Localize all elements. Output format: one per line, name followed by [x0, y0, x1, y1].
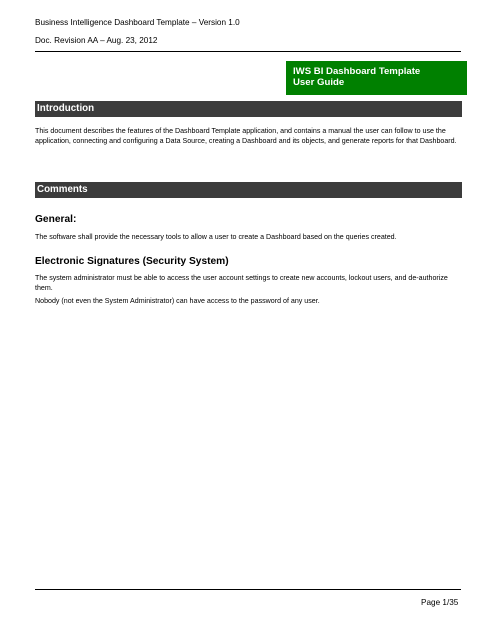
section-heading-introduction: Introduction [37, 103, 95, 114]
general-paragraph: The software shall provide the necessary tools to allow a user to create a Dashboard based on the queries created. [35, 233, 397, 241]
document-title: IWS BI Dashboard Template [293, 66, 421, 77]
document-header-title: Business Intelligence Dashboard Template – Version 1.0 [35, 18, 240, 27]
section-heading-comments: Comments [37, 184, 88, 195]
signatures-paragraph-2: Nobody (not even the System Administrator) can have access to the password of any user. [35, 297, 320, 305]
introduction-paragraph: This document describes the features of the Dashboard Template application, and contains a manual the user can follow to use the application, connecting and configuring a Data Source, creating a Dashboard and its objects, and generate reports for that Dashboard. [35, 127, 457, 146]
document-title-box [286, 61, 467, 95]
subheading-electronic-signatures: Electronic Signatures (Security System) [35, 256, 229, 267]
subheading-general: General: [35, 214, 77, 225]
section-introduction [35, 101, 462, 117]
footer-rule [35, 589, 461, 590]
document-revision: Doc. Revision AA – Aug. 23, 2012 [35, 36, 158, 45]
page-number: Page 1/35 [421, 598, 459, 607]
section-comments [35, 182, 462, 198]
header-rule [35, 51, 461, 52]
document-subtitle: User Guide [293, 77, 345, 88]
signatures-paragraph-1: The system administrator must be able to access the user account settings to create new accounts, lockout users, and de-authorize them. [35, 274, 448, 293]
